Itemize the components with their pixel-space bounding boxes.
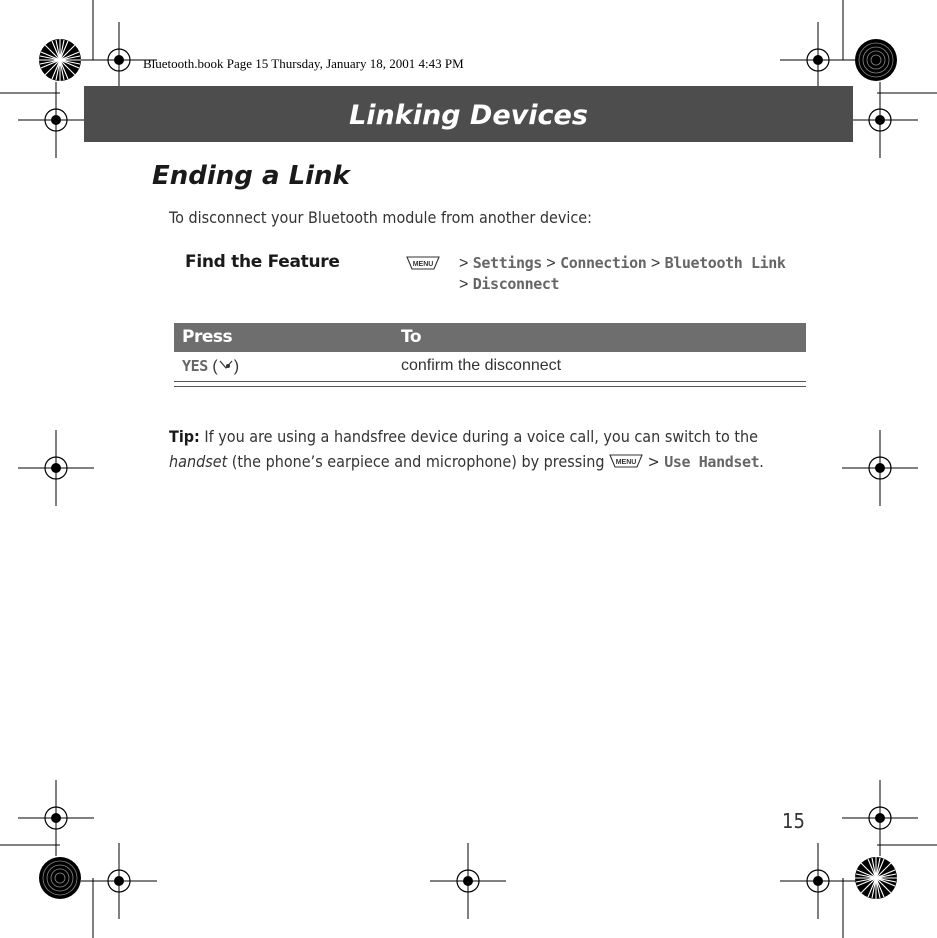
press-cell (182, 357, 239, 376)
table-rule (174, 386, 806, 387)
path-item-connection: Connection (560, 254, 647, 272)
table-rule (174, 381, 806, 382)
tip-term-handset: handset (169, 452, 228, 471)
tip-text-1: If you are using a handsfree device during a voice call, you can switch to the (199, 427, 758, 446)
tip-label: Tip: (169, 427, 200, 446)
path-separator: > (546, 255, 556, 272)
feature-path-line-1 (459, 254, 786, 273)
path-item-bluetooth-link: Bluetooth Link (664, 254, 786, 272)
path-item-settings: Settings (472, 254, 542, 272)
path-item-disconnect: Disconnect (472, 275, 560, 293)
paren-open: ( (212, 358, 218, 375)
chapter-title: Linking Devices (349, 100, 588, 131)
chapter-banner (84, 86, 853, 142)
intro-text: To disconnect your Bluetooth module from another device: (169, 208, 592, 227)
yes-key-label: YES (182, 357, 208, 375)
header-press: Press (182, 327, 233, 347)
find-feature-label: Find the Feature (185, 252, 340, 272)
table-header (174, 323, 806, 352)
paren-close: ) (233, 358, 240, 375)
tip-paragraph (169, 424, 809, 475)
menu-key-icon (406, 256, 440, 270)
feature-path-line-2 (459, 275, 559, 294)
header-to: To (401, 327, 422, 347)
section-title: Ending a Link (152, 161, 350, 191)
menu-key-label: MENU (615, 459, 637, 466)
tip-text-2: (the phone’s earpiece and microphone) by pressing (227, 452, 610, 471)
path-separator: > (650, 255, 661, 272)
path-separator: > (459, 276, 469, 293)
to-cell: confirm the disconnect (401, 357, 562, 374)
tip-end: . (759, 452, 764, 471)
page-number: 15 (782, 809, 805, 833)
path-separator: > (647, 452, 660, 471)
path-separator: > (459, 255, 469, 272)
menu-key-icon (609, 454, 643, 468)
menu-key-label: MENU (412, 261, 434, 268)
softkey-icon (218, 358, 234, 374)
print-header: Bluetooth.book Page 15 Thursday, January 18, 2001 4:43 PM (143, 56, 464, 71)
use-handset-command: Use Handset (664, 453, 760, 471)
